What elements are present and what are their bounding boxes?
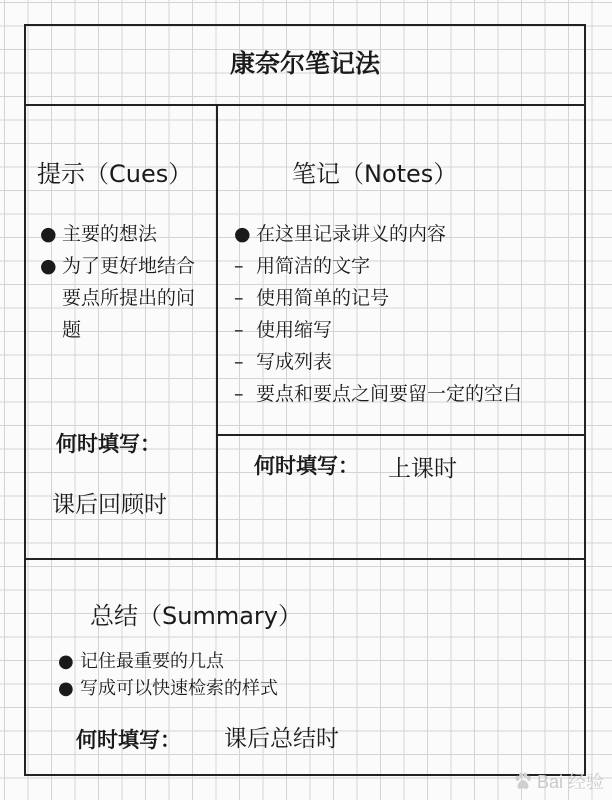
item-text: 使用简单的记号 bbox=[256, 287, 390, 309]
cues-list bbox=[40, 218, 200, 346]
item-text: 记住最重要的几点 bbox=[80, 651, 224, 672]
list-item bbox=[234, 314, 579, 346]
cues-heading: 提示（Cues） bbox=[37, 160, 193, 188]
list-item bbox=[40, 218, 200, 250]
cornell-note-sheet bbox=[24, 24, 586, 776]
cues-when-label: 何时填写： bbox=[56, 432, 161, 456]
item-text: 要点和要点之间要留一定的空白 bbox=[256, 383, 523, 405]
watermark-text: Bai 经验 bbox=[536, 772, 604, 792]
summary-when-value: 课后总结时 bbox=[224, 726, 339, 752]
item-text: 在这里记录讲义的内容 bbox=[256, 223, 447, 245]
list-item bbox=[234, 378, 579, 410]
bullet-marker: ● bbox=[40, 255, 57, 277]
summary-when-label: 何时填写： bbox=[76, 728, 181, 752]
list-item bbox=[58, 648, 458, 675]
notes-when-divider bbox=[216, 434, 584, 436]
list-item bbox=[234, 218, 579, 250]
item-text: 使用缩写 bbox=[256, 319, 333, 341]
bullet-marker: ● bbox=[40, 223, 57, 245]
item-text: 主要的想法 bbox=[62, 223, 158, 245]
notes-when-label: 何时填写： bbox=[254, 454, 359, 478]
cues-notes-divider bbox=[216, 104, 218, 558]
list-item bbox=[234, 346, 579, 378]
summary-list bbox=[58, 648, 458, 702]
notes-list bbox=[234, 218, 579, 410]
list-item bbox=[234, 250, 579, 282]
dash-marker: – bbox=[234, 319, 244, 341]
summary-divider bbox=[26, 558, 584, 560]
list-item bbox=[58, 675, 458, 702]
dash-marker: – bbox=[234, 351, 244, 373]
bullet-marker: ● bbox=[58, 678, 74, 699]
summary-heading: 总结（Summary） bbox=[90, 602, 302, 630]
watermark bbox=[512, 768, 604, 794]
baidu-paw-icon bbox=[512, 770, 534, 792]
dash-marker: – bbox=[234, 255, 244, 277]
bullet-marker: ● bbox=[58, 651, 74, 672]
notes-when-value: 上课时 bbox=[388, 456, 457, 482]
dash-marker: – bbox=[234, 287, 244, 309]
bullet-marker: ● bbox=[234, 223, 251, 245]
list-item bbox=[234, 282, 579, 314]
list-item bbox=[40, 250, 200, 346]
page-title: 康奈尔笔记法 bbox=[229, 49, 380, 78]
item-text: 用简洁的文字 bbox=[256, 255, 371, 277]
notes-heading: 笔记（Notes） bbox=[292, 160, 458, 188]
item-text: 为了更好地结合要点所提出的问题 bbox=[62, 255, 196, 341]
item-text: 写成可以快速检索的样式 bbox=[80, 678, 278, 699]
item-text: 写成列表 bbox=[256, 351, 333, 373]
title-divider bbox=[26, 104, 584, 106]
cues-when-value: 课后回顾时 bbox=[52, 492, 167, 518]
dash-marker: – bbox=[234, 383, 244, 405]
